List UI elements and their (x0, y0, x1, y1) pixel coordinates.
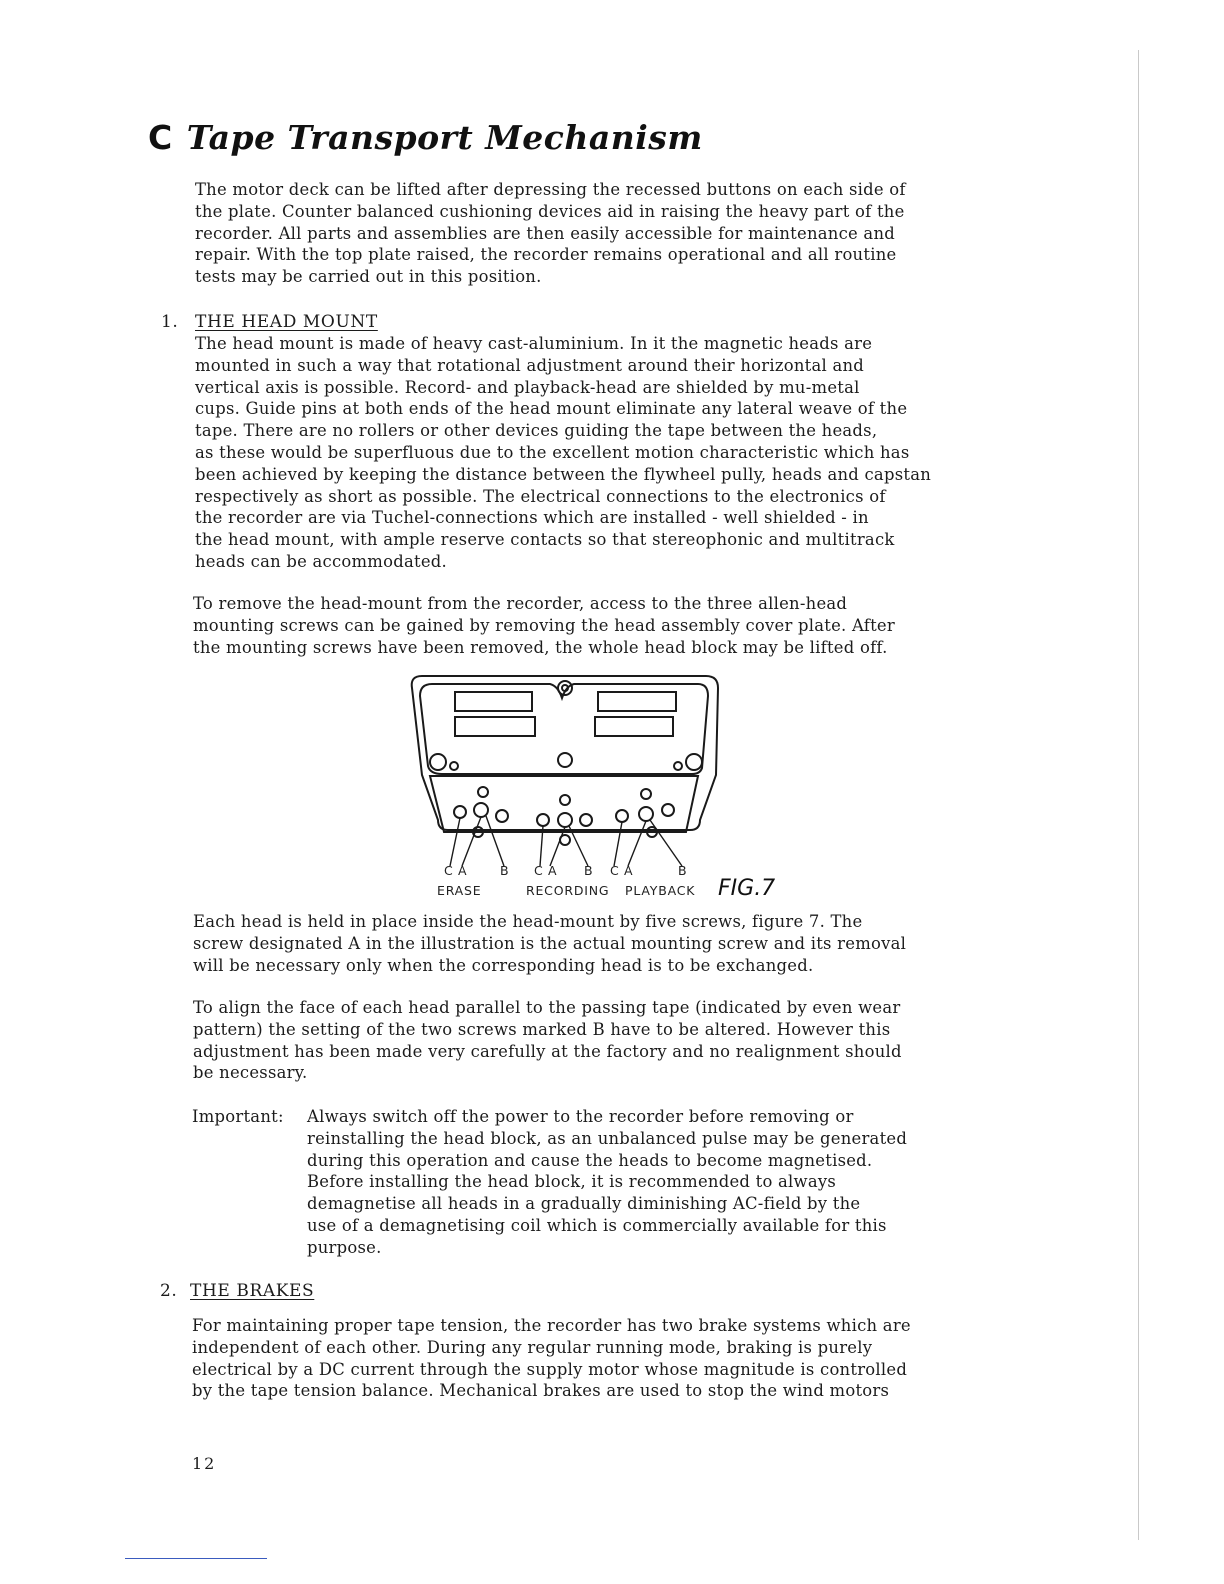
mounting-hole-center (558, 753, 572, 767)
text-line: the plate. Counter balanced cushioning devices aid in raising the heavy part of the (195, 201, 905, 221)
page-number: 12 (192, 1454, 217, 1473)
recording-screw-top (560, 795, 570, 805)
text-line: the head mount, with ample reserve contacts so that stereophonic and multitrack (195, 530, 895, 550)
screw-label: C (444, 863, 454, 878)
text-line: during this operation and cause the heads to become magnetised. (307, 1150, 873, 1170)
playback-screw-right (662, 804, 674, 816)
erase-screw-right (496, 810, 508, 822)
erase-screw-c (454, 806, 466, 818)
scan-edge-line (1138, 50, 1139, 1540)
text-line: the mounting screws have been removed, the whole head block may be lifted off. (193, 637, 888, 657)
text-line: Each head is held in place inside the head-mount by five screws, figure 7. The (193, 912, 863, 931)
text-line: repair. With the top plate raised, the recorder remains operational and all routine (195, 245, 897, 265)
text-line: Always switch off the power to the recorder before removing or (307, 1107, 854, 1126)
head-window-left-bottom (455, 717, 535, 736)
mounting-hole-right (686, 754, 702, 770)
text-line: independent of each other. During any regular running mode, braking is purely (192, 1337, 873, 1357)
scan-edge-line (125, 1558, 267, 1559)
text-line: screw designated A in the illustration is the actual mounting screw and its removal (193, 933, 907, 953)
head-window-right-top (598, 692, 676, 711)
text-line: pattern) the setting of the two screws marked B have to be altered. However this (193, 1019, 891, 1039)
head-mount-paragraph-4 (193, 997, 902, 1084)
text-line: Before installing the head block, it is recommended to always (307, 1172, 837, 1192)
heading-text: THE HEAD MOUNT (195, 312, 378, 332)
mounting-hole-left-small (450, 762, 458, 770)
figure-caption: FIG.7 (718, 876, 776, 900)
text-line: respectively as short as possible. The electrical connections to the electronics of (195, 486, 886, 506)
text-line: heads can be accommodated. (195, 551, 447, 571)
head-mount-paragraph-1 (195, 333, 931, 573)
head-mount-paragraph-3 (193, 911, 906, 976)
text-line: demagnetise all heads in a gradually diminishing AC-field by the (307, 1194, 861, 1214)
heading-text: THE BRAKES (190, 1281, 315, 1301)
leader-line (450, 818, 460, 866)
leader-line (462, 817, 481, 866)
playback-screw-top (641, 789, 651, 799)
head-window-right-bottom (595, 717, 673, 736)
leader-line (628, 821, 646, 866)
screw-label: C (534, 863, 544, 878)
head-mount-heading (161, 311, 378, 333)
section-number: 2. (160, 1281, 178, 1301)
recording-screw-right (580, 814, 592, 826)
section-title-text: Tape Transport Mechanism (186, 118, 703, 157)
important-label: Important: (192, 1107, 284, 1126)
erase-screw-a (474, 803, 488, 817)
text-line: mounting screws can be gained by removing the head assembly cover plate. After (193, 615, 895, 635)
head-label-recording: RECORDING (526, 883, 610, 898)
mounting-hole-top-inner (562, 685, 568, 691)
leader-line (486, 816, 504, 866)
text-line: The motor deck can be lifted after depressing the recessed buttons on each side of (195, 180, 906, 199)
text-line: tape. There are no rollers or other devices guiding the tape between the heads, (195, 421, 878, 441)
screw-label: B (500, 863, 510, 878)
text-line: adjustment has been made very carefully at the factory and no realignment should (193, 1041, 902, 1061)
text-line: be necessary. (193, 1063, 308, 1083)
screw-label: C (610, 863, 620, 878)
brakes-paragraph-1 (192, 1315, 911, 1402)
text-line: purpose. (307, 1237, 382, 1257)
leader-line (614, 822, 622, 866)
important-text (307, 1106, 907, 1259)
screw-label: B (678, 863, 688, 878)
screw-label: A (624, 863, 634, 878)
text-line: electrical by a DC current through the supply motor whose magnitude is controlled (192, 1359, 908, 1379)
text-line: To remove the head-mount from the recorder, access to the three allen-head (193, 594, 848, 613)
text-line: tests may be carried out in this position. (195, 267, 542, 287)
text-line: vertical axis is possible. Record- and playback-head are shielded by mu-metal (195, 377, 860, 397)
section-number: 1. (161, 312, 179, 332)
intro-paragraph (195, 179, 906, 288)
text-line: reinstalling the head block, as an unbalanced pulse may be generated (307, 1128, 908, 1148)
head-mount-paragraph-2 (193, 593, 895, 658)
brakes-heading (160, 1280, 315, 1302)
erase-screw-top (478, 787, 488, 797)
text-line: mounted in such a way that rotational adjustment around their horizontal and (195, 355, 865, 375)
section-title (148, 118, 703, 157)
text-line: cups. Guide pins at both ends of the head mount eliminate any lateral weave of the (195, 399, 908, 419)
head-mount-diagram (400, 670, 820, 900)
playback-screw-c (616, 810, 628, 822)
text-line: will be necessary only when the corresponding head is to be exchanged. (193, 955, 814, 975)
playback-screw-a (639, 807, 653, 821)
text-line: The head mount is made of heavy cast-aluminium. In it the magnetic heads are (195, 334, 873, 353)
text-line: use of a demagnetising coil which is commercially available for this (307, 1215, 887, 1235)
screw-label: A (548, 863, 558, 878)
leader-line (650, 820, 682, 866)
text-line: For maintaining proper tape tension, the recorder has two brake systems which are (192, 1316, 911, 1335)
text-line: by the tape tension balance. Mechanical brakes are used to stop the wind motors (192, 1381, 890, 1401)
text-line: the recorder are via Tuchel-connections which are installed - well shielded - in (195, 508, 869, 528)
recording-screw-a (558, 813, 572, 827)
text-line: recorder. All parts and assemblies are then easily accessible for maintenance and (195, 223, 895, 243)
text-line: To align the face of each head parallel to the passing tape (indicated by even wear (193, 998, 901, 1017)
screw-label: A (458, 863, 468, 878)
mounting-hole-right-small (674, 762, 682, 770)
screw-label: B (584, 863, 594, 878)
mounting-hole-left (430, 754, 446, 770)
recording-screw-c (537, 814, 549, 826)
head-label-playback: PLAYBACK (625, 883, 696, 898)
text-line: as these would be superfluous due to the excellent motion characteristic which has (195, 442, 910, 462)
head-label-erase: ERASE (437, 883, 482, 898)
text-line: been achieved by keeping the distance between the flywheel pully, heads and capstan (195, 464, 932, 484)
figure-7 (400, 670, 820, 904)
head-mount-inner-outline (420, 684, 708, 774)
section-letter: C (148, 118, 173, 157)
head-window-left-top (455, 692, 532, 711)
